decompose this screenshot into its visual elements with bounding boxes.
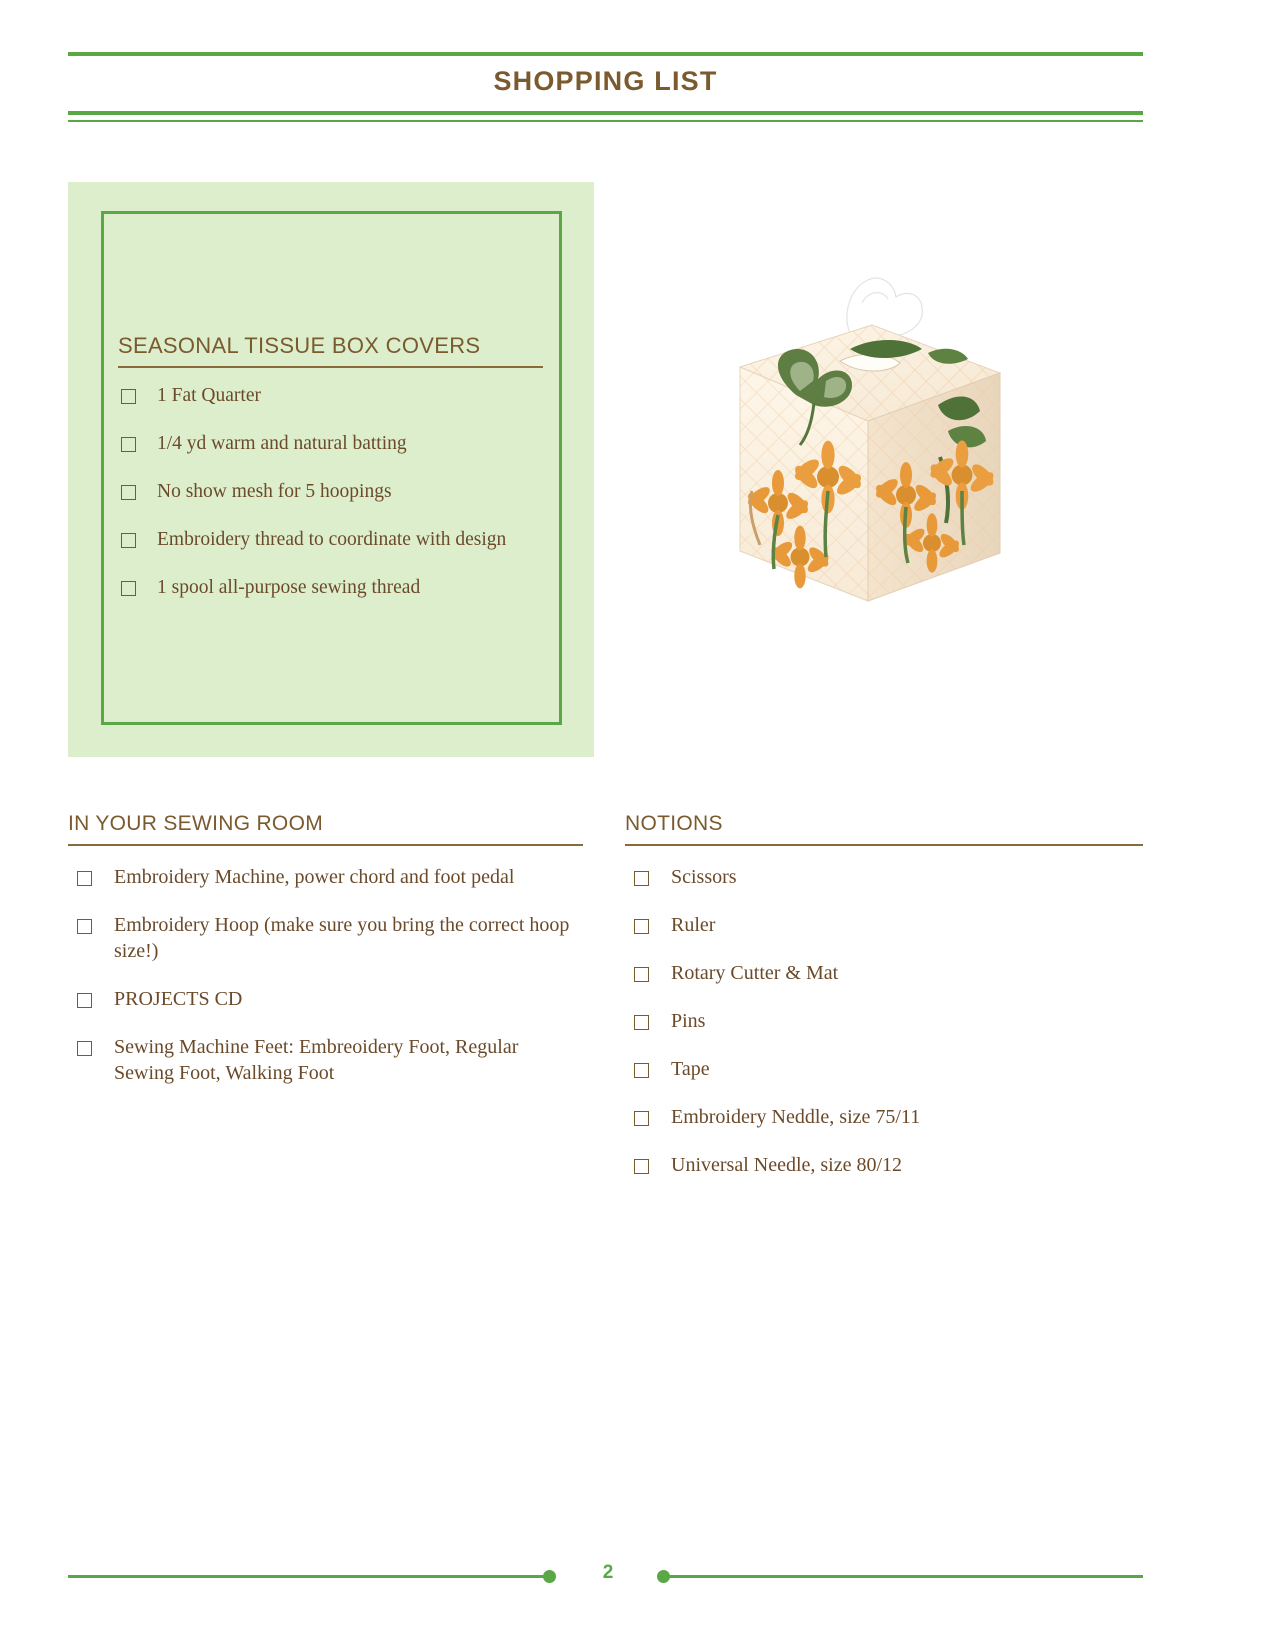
list-item-label: Pins [671, 1010, 706, 1032]
tissue-box-cover-photo [700, 245, 1030, 645]
tissue-paper [847, 278, 922, 335]
checkbox-icon[interactable] [77, 1041, 92, 1056]
page-number: 2 [602, 1562, 614, 1583]
list-item-label: Embroidery Machine, power chord and foot pedal [114, 866, 515, 888]
list-item-label: Scissors [671, 866, 737, 888]
list-item[interactable] [625, 1104, 1143, 1130]
checkbox-icon[interactable] [634, 1159, 649, 1174]
checkbox-icon[interactable] [634, 919, 649, 934]
checkbox-icon[interactable] [121, 581, 136, 596]
list-item[interactable] [118, 431, 538, 456]
list-item-label: Embroidery thread to coordinate with design [157, 529, 507, 550]
list-item-label: 1/4 yd warm and natural batting [157, 433, 407, 454]
list-item[interactable] [625, 864, 1143, 890]
project-panel-title-rule [118, 366, 543, 368]
footer-dot-left-icon [543, 1570, 556, 1583]
section-title: NOTIONS [625, 812, 723, 835]
section-rule [68, 844, 583, 846]
checkbox-icon[interactable] [121, 533, 136, 548]
list-item[interactable] [625, 960, 1143, 986]
footer-rule-right [667, 1575, 1143, 1578]
list-item-label: Ruler [671, 914, 716, 936]
checkbox-icon[interactable] [634, 1063, 649, 1078]
header-bottom-rule-thin [68, 120, 1143, 122]
list-item-label: Embroidery Hoop (make sure you bring the correct hoop size!) [114, 914, 570, 962]
checkbox-icon[interactable] [77, 919, 92, 934]
list-item[interactable] [68, 986, 583, 1012]
sewing-room-section [68, 812, 583, 1108]
checkbox-icon[interactable] [77, 871, 92, 886]
checkbox-icon[interactable] [121, 389, 136, 404]
list-item[interactable] [625, 912, 1143, 938]
list-item[interactable] [68, 1034, 583, 1086]
list-item-label: Tape [671, 1058, 710, 1080]
list-item[interactable] [118, 479, 538, 504]
notions-list [625, 864, 1143, 1178]
list-item-label: Universal Needle, size 80/12 [671, 1154, 903, 1176]
header-bottom-rule-thick [68, 111, 1143, 115]
page-footer [0, 1562, 1275, 1592]
header-top-rule [68, 52, 1143, 56]
notions-section [625, 812, 1143, 1200]
list-item[interactable] [118, 383, 538, 408]
page-title: SHOPPING LIST [493, 66, 718, 96]
list-item-label: Embroidery Neddle, size 75/11 [671, 1106, 921, 1128]
project-panel-title: SEASONAL TISSUE BOX COVERS [118, 333, 481, 358]
list-item[interactable] [625, 1056, 1143, 1082]
list-item-label: Sewing Machine Feet: Embreoidery Foot, Regular Sewing Foot, Walking Foot [114, 1036, 519, 1084]
project-materials-list [118, 383, 538, 623]
list-item[interactable] [625, 1008, 1143, 1034]
checkbox-icon[interactable] [121, 485, 136, 500]
checkbox-icon[interactable] [121, 437, 136, 452]
sewing-room-list [68, 864, 583, 1086]
list-item[interactable] [118, 527, 538, 552]
list-item-label: Rotary Cutter & Mat [671, 962, 839, 984]
checkbox-icon[interactable] [634, 967, 649, 982]
list-item-label: 1 Fat Quarter [157, 385, 261, 406]
list-item-label: PROJECTS CD [114, 988, 243, 1010]
checkbox-icon[interactable] [634, 871, 649, 886]
section-rule [625, 844, 1143, 846]
list-item[interactable] [68, 864, 583, 890]
list-item-label: 1 spool all-purpose sewing thread [157, 577, 421, 598]
list-item[interactable] [68, 912, 583, 964]
section-title: IN YOUR SEWING ROOM [68, 812, 323, 835]
checkbox-icon[interactable] [634, 1111, 649, 1126]
list-item-label: No show mesh for 5 hoopings [157, 481, 392, 502]
checkbox-icon[interactable] [634, 1015, 649, 1030]
list-item[interactable] [118, 575, 538, 600]
checkbox-icon[interactable] [77, 993, 92, 1008]
footer-rule-left [68, 1575, 546, 1578]
list-item[interactable] [625, 1152, 1143, 1178]
